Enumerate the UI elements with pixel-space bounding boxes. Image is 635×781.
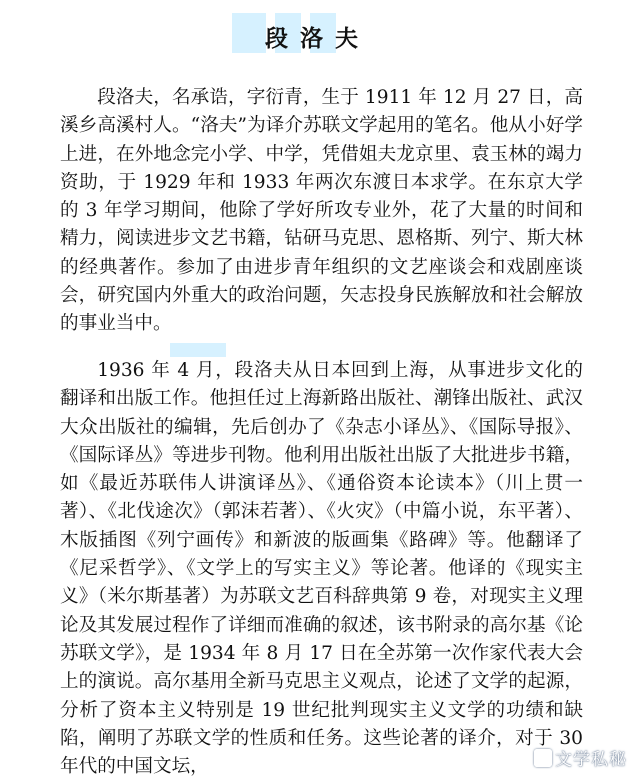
watermark (534, 745, 627, 770)
paragraph-2: 1936 年 4 月，段洛夫从日本回到上海，从事进步文化的翻译和出版工作。他担任过上海新路出版社、潮锋出版社、武汉大众出版社的编辑，先后创办了《杂志小译丛》、《国际导报》、《国际译丛》等进步刊物。他利用出版社出版了大批进步书籍，如《最近苏联伟人讲演译丛》、《通俗资本论读本》（川上贯一著）、《北伐途次》（郭沫若著）、《火灾》（中篇小说，东平著）、木版插图《列宁画传》和新波的版画集《路碑》等。他翻译了《尼采哲学》、《文学上的写实主义》等论著。他译的《现实主义》（米尔斯基著）为苏联文艺百科辞典第 9 卷，对现实主义理论及其发展过程作了详细而准确的叙述，该书附录的高尔基《论苏联文学》，是 1934 年 8 月 17 日在全苏第一次作家代表大会上的演说。高尔基用全新马克思主义观点，论述了文学的起源，分析了资本主义特别是 19 世纪批判现实主义文学的功绩和缺陷，阐明了苏联文学的性质和任务。这些论著的译介，对于 30 年代的中国文坛， (60, 360, 583, 778)
watermark-text: 文学私秘 (555, 750, 627, 770)
page-title: 段洛夫 (265, 26, 370, 52)
paragraph-1: 段洛夫，名承诰，字衍青，生于 1911 年 12 月 27 日，高溪乡高溪村人。“洛夫”为译介苏联文学起用的笔名。他从小好学上进，在外地念完小学、中学，凭借姐夫龙京里、袁玉林的竭力资助，于 1929 年和 1933 年两次东渡日本求学。在东京大学的 3 年学习期间，他除了学好所攻专业外，花了大量的时间和精力，阅读进步文艺书籍，钻研马克思、恩格斯、列宁、斯大林的经典著作。参加了由进步青年组织的文艺座谈会和戏剧座谈会，研究国内外重大的政治问题，矢志投身民族解放和社会解放的事业当中。 (60, 87, 583, 335)
watermark-logo-icon (534, 749, 552, 767)
inline-highlight (170, 343, 226, 357)
